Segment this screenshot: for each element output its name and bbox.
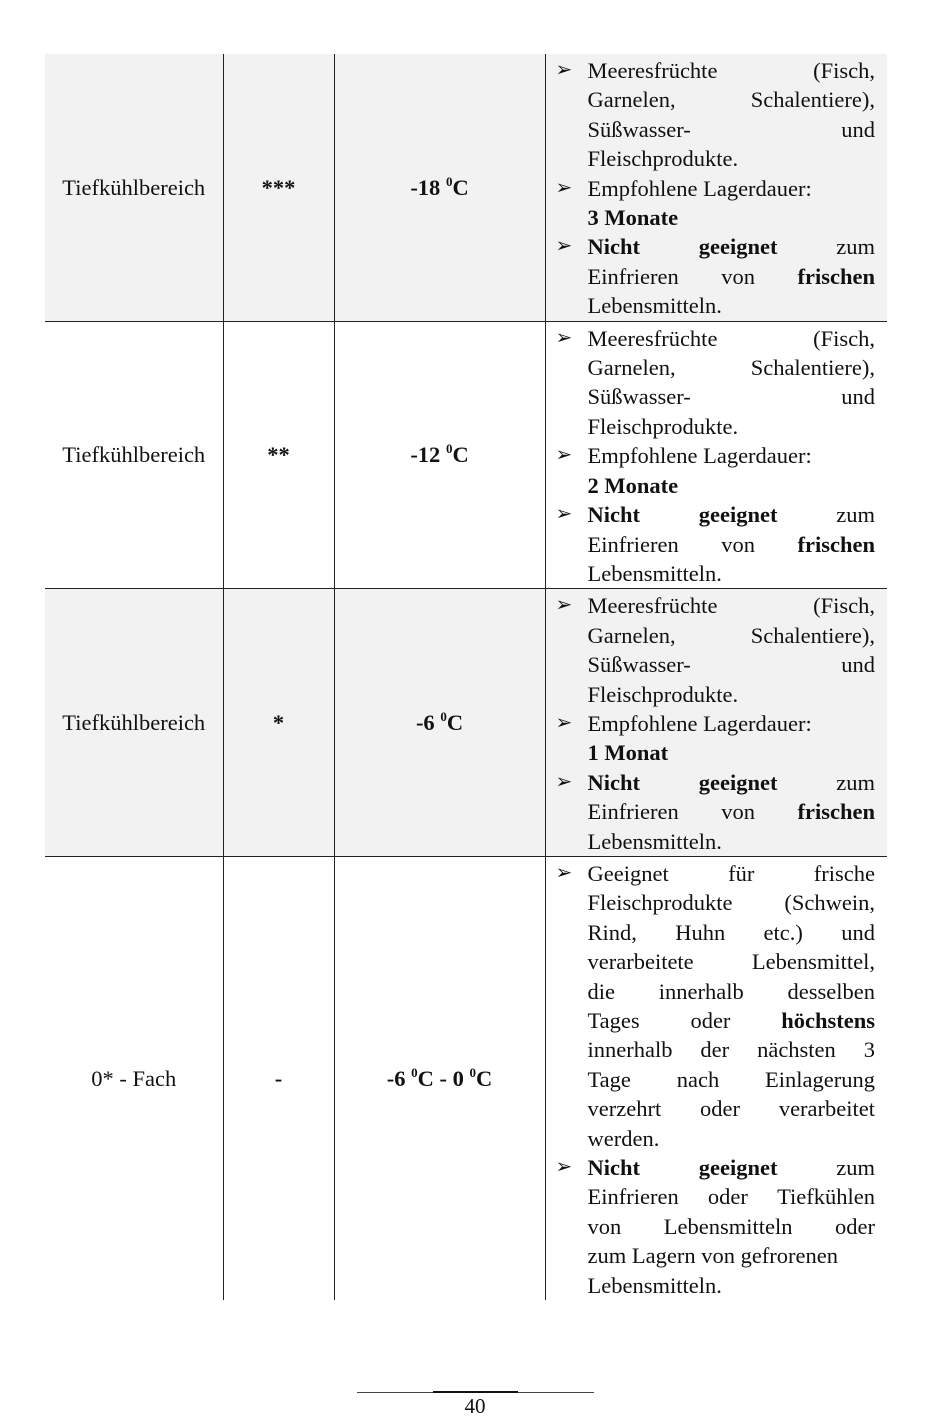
table-row — [45, 321, 887, 589]
table-row — [45, 589, 887, 857]
star-rating-cell: *** — [223, 54, 334, 321]
list-item: ➢ Nicht geeignet zum Einfrieren von frischen Lebensmitteln. — [555, 502, 875, 586]
storage-table — [45, 54, 887, 1300]
table-row — [45, 856, 887, 1300]
list-item: ➢ Nicht geeignet zum Einfrieren von frischen Lebensmitteln. — [555, 234, 875, 319]
page-number: 40 — [464, 1394, 486, 1418]
star-rating-cell: ** — [223, 321, 334, 589]
arrow-bullet-icon: ➢ — [555, 770, 573, 793]
arrow-bullet-icon: ➢ — [555, 326, 573, 349]
arrow-bullet-icon: ➢ — [555, 594, 573, 617]
description-cell — [545, 321, 887, 589]
temperature-cell: -6 $^0$C - 0 $^0$C — [334, 856, 545, 1300]
arrow-bullet-icon: ➢ — [555, 711, 573, 734]
list-item: ➢ Nicht geeignet zum Einfrieren oder Tiefkühlen von Lebensmitteln oder zum Lagern von gefrorenen Lebensmitteln. — [555, 1155, 875, 1298]
arrow-bullet-icon: ➢ — [555, 1156, 573, 1179]
temperature-cell: -12 $^0$C — [334, 321, 545, 589]
temperature-cell: -6 $^0$C — [334, 589, 545, 857]
zone-cell: Tiefkühlbereich — [45, 589, 223, 857]
description-cell — [545, 589, 887, 857]
zone-cell: 0* - Fach — [45, 856, 223, 1300]
zone-cell: Tiefkühlbereich — [45, 321, 223, 589]
arrow-bullet-icon: ➢ — [555, 59, 573, 81]
star-rating-cell: * — [223, 589, 334, 857]
arrow-bullet-icon: ➢ — [555, 176, 573, 199]
star-rating-cell: - — [223, 856, 334, 1300]
list-item: ➢ Empfohlene Lagerdauer: 3 Monate — [555, 175, 812, 231]
arrow-bullet-icon: ➢ — [555, 444, 573, 467]
list-item: ➢ Meeresfrüchte (Fisch, Garnelen, Schalentiere), Süßwasser- und Fleischprodukte. — [555, 593, 875, 707]
list-item: ➢ Nicht geeignet zum Einfrieren von frischen Lebensmitteln. — [555, 769, 875, 854]
arrow-bullet-icon: ➢ — [555, 861, 573, 884]
footer-divider-accent — [433, 1391, 518, 1393]
description-cell — [545, 856, 887, 1300]
list-item: ➢ Meeresfrüchte (Fisch, Garnelen, Schalentiere), Süßwasser- und Fleischprodukte. — [555, 325, 875, 439]
description-cell — [545, 54, 887, 321]
list-item: ➢ Empfohlene Lagerdauer: 1 Monat — [555, 710, 812, 766]
arrow-bullet-icon: ➢ — [555, 235, 573, 258]
list-item: ➢ Meeresfrüchte (Fisch, Garnelen, Schalentiere), Süßwasser- und Fleischprodukte. — [555, 58, 875, 172]
table-row — [45, 54, 887, 321]
list-item: ➢ Empfohlene Lagerdauer: 2 Monate — [555, 443, 812, 498]
temperature-cell: -18 $^0$C — [334, 54, 545, 321]
arrow-bullet-icon: ➢ — [555, 503, 573, 526]
list-item: ➢ Geeignet für frische Fleischprodukte (Schwein, Rind, Huhn etc.) und verarbeitete Lebensmittel, die innerhalb desselben Tages oder höchstens innerhalb der nächsten 3 Tage nach Einlagerung verzehrt oder verarbeitet werden. — [555, 860, 875, 1151]
zone-cell: Tiefkühlbereich — [45, 54, 223, 321]
